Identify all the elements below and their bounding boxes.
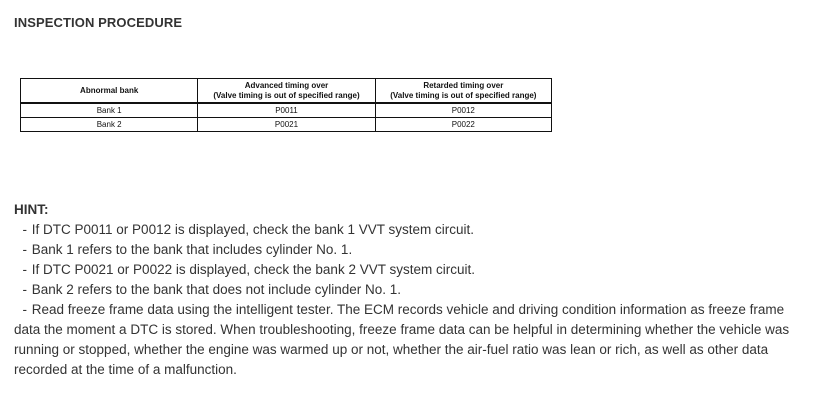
- section-title: INSPECTION PROCEDURE: [14, 15, 183, 30]
- hint-item: [14, 220, 804, 240]
- hint-bullet: -: [22, 242, 28, 257]
- header-abnormal-bank-label: Abnormal bank: [80, 85, 139, 95]
- hint-item: [14, 260, 804, 280]
- header-abnormal-bank: [21, 79, 198, 104]
- cell-bank: Bank 1: [21, 103, 198, 118]
- header-retarded-timing-label: Retarded timing over: [423, 80, 504, 90]
- cell-retarded-code: P0022: [375, 118, 551, 132]
- hint-title: HINT:: [14, 202, 49, 217]
- header-advanced-timing-sublabel: (Valve timing is out of specified range): [213, 90, 360, 100]
- hint-bullet: -: [22, 262, 28, 277]
- hint-bullet: -: [22, 302, 28, 317]
- hint-item-text: Read freeze frame data using the intelligent tester. The ECM records vehicle and driving condition information as freeze frame data the moment a DTC is stored. When troubleshooting, freeze frame data can be helpful in determining whether the vehicle was running or stopped, whether the engine was warmed up or not, whether the air-fuel ratio was lean or rich, as well as other data recorded at the time of a malfunction.: [14, 302, 790, 377]
- hint-item: [14, 280, 804, 300]
- hint-item: [14, 300, 804, 380]
- hint-item-text: If DTC P0011 or P0012 is displayed, check the bank 1 VVT system circuit.: [31, 222, 474, 237]
- cell-advanced-code: P0021: [198, 118, 375, 132]
- hint-item-text: Bank 2 refers to the bank that does not include cylinder No. 1.: [31, 282, 401, 297]
- cell-advanced-code: P0011: [198, 103, 375, 118]
- hint-item-text: Bank 1 refers to the bank that includes cylinder No. 1.: [31, 242, 353, 257]
- hint-item: [14, 240, 804, 260]
- abnormal-bank-table: [20, 78, 552, 132]
- hint-bullet: -: [22, 282, 28, 297]
- cell-retarded-code: P0012: [375, 103, 551, 118]
- table-header-row: [21, 79, 552, 104]
- cell-bank: Bank 2: [21, 118, 198, 132]
- hint-section: [14, 200, 804, 380]
- header-advanced-timing-label: Advanced timing over: [244, 80, 329, 90]
- hint-item-text: If DTC P0021 or P0022 is displayed, check the bank 2 VVT system circuit.: [31, 262, 475, 277]
- hint-bullet: -: [22, 222, 28, 237]
- header-retarded-timing: [375, 79, 551, 104]
- header-advanced-timing: [198, 79, 375, 104]
- header-retarded-timing-sublabel: (Valve timing is out of specified range): [390, 90, 537, 100]
- table-row: [21, 118, 552, 132]
- table-row: [21, 103, 552, 118]
